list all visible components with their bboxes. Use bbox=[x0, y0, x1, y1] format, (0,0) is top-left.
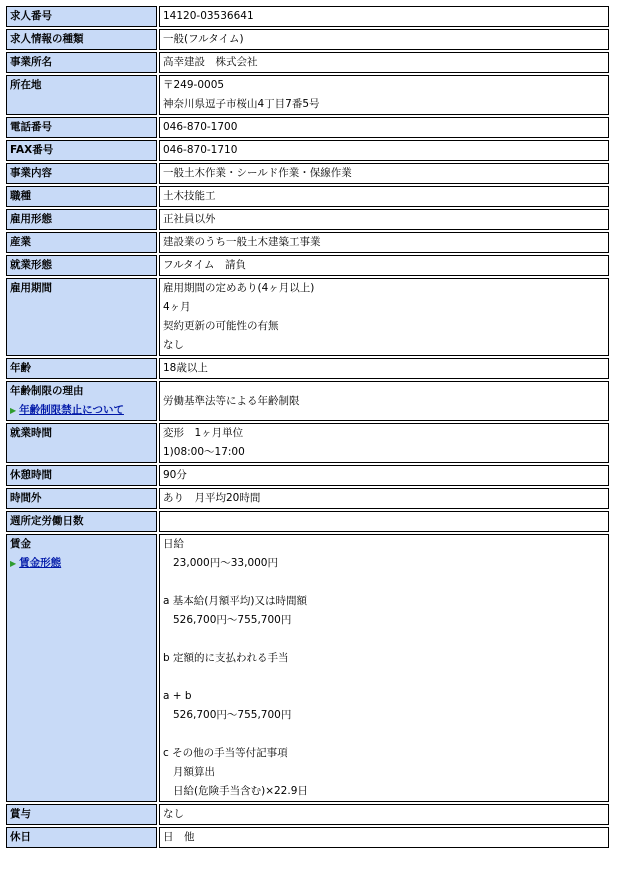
row-company bbox=[6, 52, 609, 73]
label-occupation: 職種 bbox=[6, 186, 157, 207]
wage-spacer bbox=[163, 573, 605, 592]
period-line: 雇用期間の定めあり(4ヶ月以上) bbox=[163, 282, 315, 294]
row-overtime bbox=[6, 488, 609, 509]
value-age-limit bbox=[159, 381, 609, 421]
value-employment-period bbox=[159, 278, 609, 356]
period-line: 4ヶ月 bbox=[163, 301, 191, 313]
wage-label-text: 賃金 bbox=[10, 538, 31, 550]
wage-line: c その他の手当等付記事項 bbox=[163, 747, 288, 759]
wage-spacer bbox=[163, 668, 605, 687]
value-weekly-days bbox=[159, 511, 609, 532]
wage-spacer bbox=[163, 725, 605, 744]
job-detail-table bbox=[4, 4, 611, 850]
label-address: 所在地 bbox=[6, 75, 157, 115]
address-postal: 〒249-0005 bbox=[163, 79, 225, 91]
row-age-limit bbox=[6, 381, 609, 421]
triangle-right-icon: ▶ bbox=[10, 559, 17, 568]
value-break: 90分 bbox=[159, 465, 609, 486]
label-business: 事業内容 bbox=[6, 163, 157, 184]
value-employment-form: 正社員以外 bbox=[159, 209, 609, 230]
row-break bbox=[6, 465, 609, 486]
age-limit-label-text: 年齢制限の理由 bbox=[10, 385, 84, 397]
value-hours bbox=[159, 423, 609, 463]
triangle-right-icon: ▶ bbox=[10, 406, 17, 415]
value-wage bbox=[159, 534, 609, 802]
label-employment-period: 雇用期間 bbox=[6, 278, 157, 356]
period-line: 契約更新の可能性の有無 bbox=[163, 320, 279, 332]
label-age-limit bbox=[6, 381, 157, 421]
wage-line: a + b bbox=[163, 690, 192, 702]
value-occupation: 土木技能工 bbox=[159, 186, 609, 207]
wage-line: 526,700円～755,700円 bbox=[173, 614, 292, 626]
value-job-type: 一般(フルタイム) bbox=[159, 29, 609, 50]
value-job-number: 14120-03536641 bbox=[159, 6, 609, 27]
row-fax bbox=[6, 140, 609, 161]
row-address bbox=[6, 75, 609, 115]
age-limit-link-wrap bbox=[10, 401, 153, 420]
job-detail-wrapper bbox=[4, 4, 609, 850]
value-company: 高幸建設 株式会社 bbox=[159, 52, 609, 73]
wage-line: 23,000円～33,000円 bbox=[173, 557, 278, 569]
value-holiday: 日 他 bbox=[159, 827, 609, 848]
label-job-type: 求人情報の種類 bbox=[6, 29, 157, 50]
wage-spacer bbox=[163, 630, 605, 649]
label-company: 事業所名 bbox=[6, 52, 157, 73]
value-phone: 046-870-1700 bbox=[159, 117, 609, 138]
row-phone bbox=[6, 117, 609, 138]
row-job-type bbox=[6, 29, 609, 50]
period-line: なし bbox=[163, 339, 184, 351]
label-weekly-days: 週所定労働日数 bbox=[6, 511, 157, 532]
row-holiday bbox=[6, 827, 609, 848]
age-limit-link[interactable]: 年齢制限禁止について bbox=[19, 404, 124, 416]
label-industry: 産業 bbox=[6, 232, 157, 253]
value-age: 18歳以上 bbox=[159, 358, 609, 379]
value-bonus: なし bbox=[159, 804, 609, 825]
row-occupation bbox=[6, 186, 609, 207]
wage-line: a 基本給(月額平均)又は時間額 bbox=[163, 595, 307, 607]
row-work-form bbox=[6, 255, 609, 276]
row-age bbox=[6, 358, 609, 379]
age-limit-value-text: 労働基準法等による年齢制限 bbox=[163, 395, 300, 407]
row-job-number bbox=[6, 6, 609, 27]
wage-link-wrap bbox=[10, 554, 153, 573]
label-fax: FAX番号 bbox=[6, 140, 157, 161]
address-line: 神奈川県逗子市桜山4丁目7番5号 bbox=[163, 98, 320, 110]
row-business bbox=[6, 163, 609, 184]
label-hours: 就業時間 bbox=[6, 423, 157, 463]
row-industry bbox=[6, 232, 609, 253]
value-overtime: あり 月平均20時間 bbox=[159, 488, 609, 509]
value-business: 一般土木作業・シールド作業・保線作業 bbox=[159, 163, 609, 184]
wage-form-link[interactable]: 賃金形態 bbox=[19, 557, 62, 569]
label-employment-form: 雇用形態 bbox=[6, 209, 157, 230]
label-break: 休憩時間 bbox=[6, 465, 157, 486]
hours-line-1: 変形 1ヶ月単位 bbox=[163, 427, 244, 439]
hours-line-2: 1)08:00～17:00 bbox=[163, 446, 245, 458]
label-wage bbox=[6, 534, 157, 802]
label-holiday: 休日 bbox=[6, 827, 157, 848]
row-wage bbox=[6, 534, 609, 802]
wage-line: 月額算出 bbox=[173, 766, 215, 778]
row-bonus bbox=[6, 804, 609, 825]
label-bonus: 賞与 bbox=[6, 804, 157, 825]
label-job-number: 求人番号 bbox=[6, 6, 157, 27]
wage-line: 日給(危険手当含む)×22.9日 bbox=[173, 785, 308, 797]
label-age: 年齢 bbox=[6, 358, 157, 379]
value-industry: 建設業のうち一般土木建築工事業 bbox=[159, 232, 609, 253]
wage-line: b 定額的に支払われる手当 bbox=[163, 652, 289, 664]
wage-line: 526,700円～755,700円 bbox=[173, 709, 292, 721]
row-hours bbox=[6, 423, 609, 463]
row-weekly-days bbox=[6, 511, 609, 532]
wage-line: 日給 bbox=[163, 538, 184, 550]
value-address bbox=[159, 75, 609, 115]
value-fax: 046-870-1710 bbox=[159, 140, 609, 161]
row-employment-form bbox=[6, 209, 609, 230]
label-work-form: 就業形態 bbox=[6, 255, 157, 276]
label-overtime: 時間外 bbox=[6, 488, 157, 509]
label-phone: 電話番号 bbox=[6, 117, 157, 138]
value-work-form: フルタイム 請負 bbox=[159, 255, 609, 276]
row-employment-period bbox=[6, 278, 609, 356]
